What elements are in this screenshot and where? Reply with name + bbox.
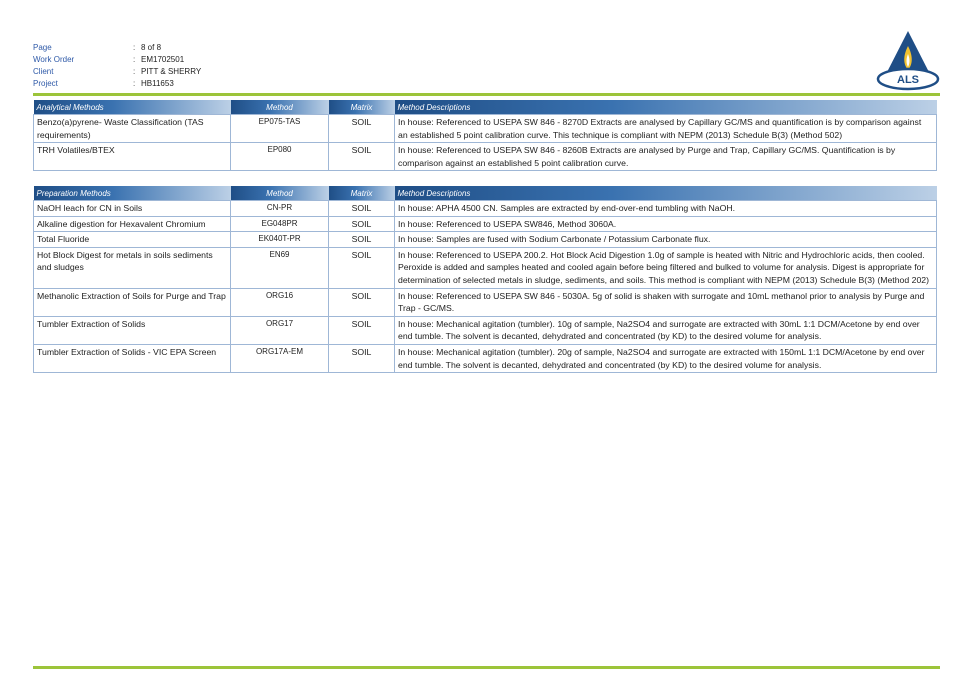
table-header-row (34, 100, 937, 115)
col-preparation-methods: Preparation Methods (34, 186, 231, 201)
header-row-work-order: Work Order : EM1702501 (33, 55, 185, 64)
table-row (34, 201, 937, 217)
matrix: SOIL (329, 247, 395, 288)
work-order-value: EM1702501 (141, 55, 185, 64)
report-header (33, 42, 201, 90)
table-row (34, 216, 937, 232)
table-row (34, 288, 937, 316)
method-code: EG048PR (231, 216, 329, 232)
method-description: In house: Mechanical agitation (tumbler). 20g of sample, Na2SO4 and surrogate are extracted with 150mL 1:1 DCM/Acetone by end over end tumble. The solvent is decanted, dehydrated and concentrated (by KD) to the desired volume for analysis. (395, 344, 937, 372)
method-name: Total Fluoride (34, 232, 231, 248)
analytical-methods-table (33, 100, 937, 171)
method-description: In house: Referenced to USEPA SW 846 - 8270D Extracts are analysed by Capillary GC/MS and quantification is by comparison against an established 5 point calibration curve. This technique is compliant with NEPM (2013) Schedule B(3) (Method 502) (395, 115, 937, 143)
method-name: Tumbler Extraction of Solids (34, 316, 231, 344)
method-name: TRH Volatiles/BTEX (34, 143, 231, 171)
col-analytical-methods: Analytical Methods (34, 100, 231, 115)
page-value: 8 of 8 (141, 43, 162, 52)
als-logo-icon (876, 28, 940, 92)
method-code: EK040T-PR (231, 232, 329, 248)
method-code: CN-PR (231, 201, 329, 217)
matrix: SOIL (329, 201, 395, 217)
method-description: In house: Referenced to USEPA SW846, Method 3060A. (395, 216, 937, 232)
project-value: HB11653 (141, 79, 174, 88)
table-row (34, 115, 937, 143)
col-matrix: Matrix (329, 186, 395, 201)
method-description: In house: Referenced to USEPA 200.2. Hot Block Acid Digestion 1.0g of sample is heated with Nitric and Hydrochloric acids, then cooled. Peroxide is added and samples heated and cooled again before being filtered and bulked to volume for analysis. Digest is appropriate for determination of selected metals in sludge, sediments, and soils. This method is compliant with NEPM (2013) Schedule B(3) (Method 202) (395, 247, 937, 288)
method-name: Methanolic Extraction of Soils for Purge and Trap (34, 288, 231, 316)
matrix: SOIL (329, 288, 395, 316)
work-order-label: Work Order (33, 55, 75, 64)
col-method: Method (231, 186, 329, 201)
page-label: Page (33, 43, 52, 52)
col-method: Method (231, 100, 329, 115)
method-name: Hot Block Digest for metals in soils sediments and sludges (34, 247, 231, 288)
matrix: SOIL (329, 232, 395, 248)
method-code: ORG16 (231, 288, 329, 316)
top-divider (33, 93, 940, 96)
table-row (34, 143, 937, 171)
method-code: EP075-TAS (231, 115, 329, 143)
logo-text: ALS (897, 74, 919, 86)
matrix: SOIL (329, 344, 395, 372)
project-label: Project (33, 79, 58, 88)
matrix: SOIL (329, 115, 395, 143)
col-matrix: Matrix (329, 100, 395, 115)
client-value: PITT & SHERRY (141, 67, 202, 76)
col-method-descriptions: Method Descriptions (395, 100, 937, 115)
method-code: ORG17 (231, 316, 329, 344)
bottom-divider (33, 666, 940, 669)
method-name: Benzo(a)pyrene- Waste Classification (TAS requirements) (34, 115, 231, 143)
method-code: ORG17A-EM (231, 344, 329, 372)
table-header-row (34, 186, 937, 201)
client-label: Client (33, 67, 54, 76)
method-name: Tumbler Extraction of Solids - VIC EPA Screen (34, 344, 231, 372)
table-row (34, 232, 937, 248)
matrix: SOIL (329, 143, 395, 171)
method-description: In house: APHA 4500 CN. Samples are extracted by end-over-end tumbling with NaOH. (395, 201, 937, 217)
table-row (34, 247, 937, 288)
method-code: EP080 (231, 143, 329, 171)
header-row-page: Page : 8 of 8 (33, 43, 162, 52)
matrix: SOIL (329, 216, 395, 232)
table-row (34, 344, 937, 372)
method-description: In house: Mechanical agitation (tumbler). 10g of sample, Na2SO4 and surrogate are extracted with 30mL 1:1 DCM/Acetone by end over end tumble. The solvent is decanted, dehydrated and concentrated (by KD) to the desired volume for analysis. (395, 316, 937, 344)
method-name: NaOH leach for CN in Soils (34, 201, 231, 217)
col-method-descriptions: Method Descriptions (395, 186, 937, 201)
table-row (34, 316, 937, 344)
matrix: SOIL (329, 316, 395, 344)
method-code: EN69 (231, 247, 329, 288)
header-row-client: Client : PITT & SHERRY (33, 67, 202, 76)
header-row-project: Project : HB11653 (33, 79, 174, 88)
method-description: In house: Referenced to USEPA SW 846 - 8260B Extracts are analysed by Purge and Trap, Capillary GC/MS. Quantification is by comparison against an established 5 point calibration curve. (395, 143, 937, 171)
method-description: In house: Samples are fused with Sodium Carbonate / Potassium Carbonate flux. (395, 232, 937, 248)
preparation-methods-table (33, 186, 937, 373)
method-description: In house: Referenced to USEPA SW 846 - 5030A. 5g of solid is shaken with surrogate and 10mL methanol prior to analysis by Purge and Trap - GC/MS. (395, 288, 937, 316)
method-name: Alkaline digestion for Hexavalent Chromium (34, 216, 231, 232)
